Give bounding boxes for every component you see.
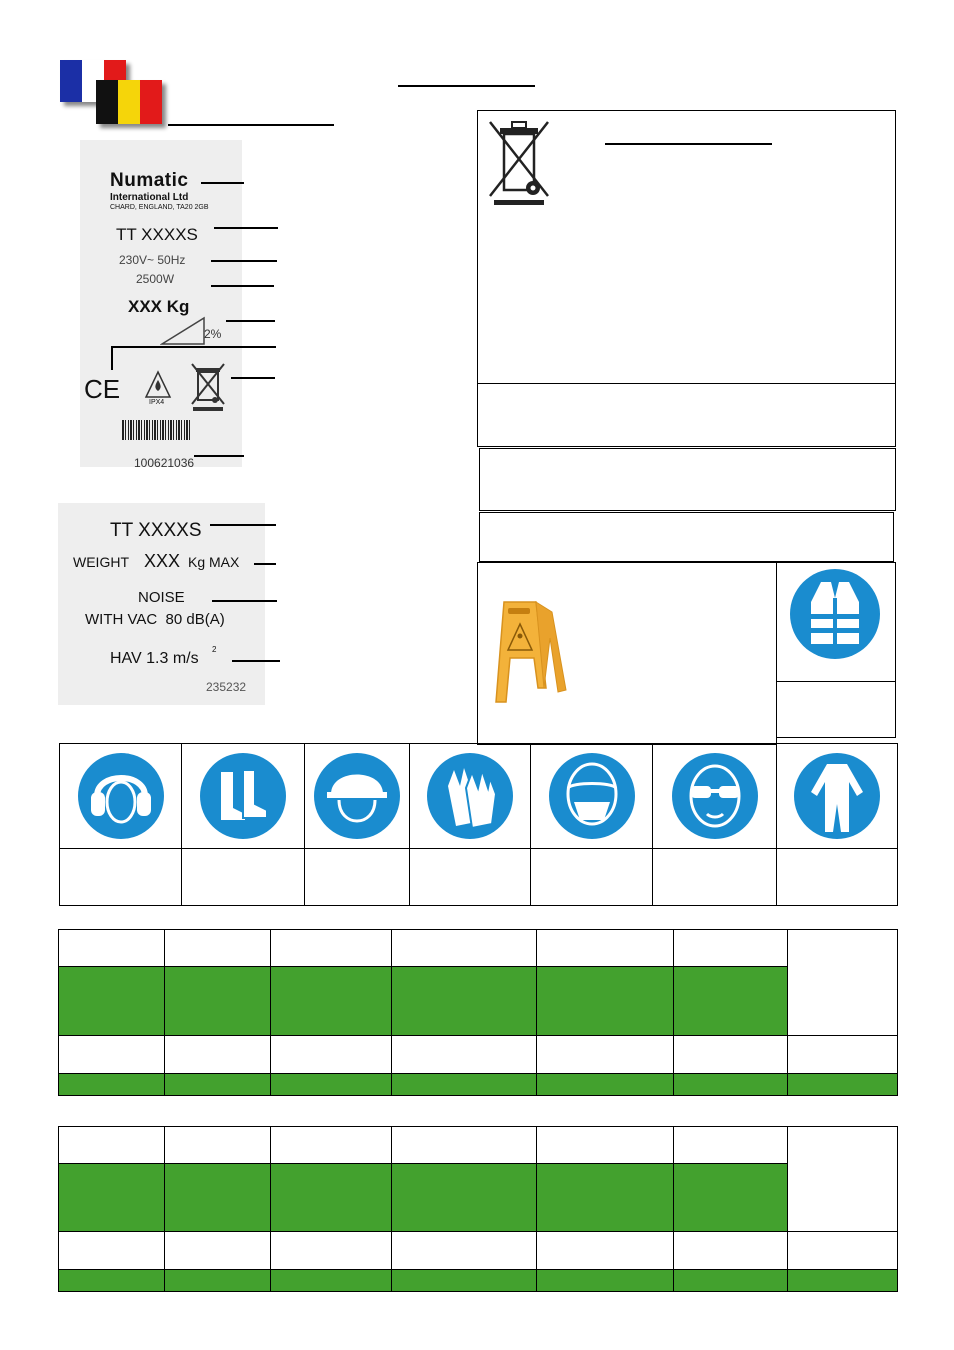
leader-line bbox=[210, 524, 276, 526]
table-cell bbox=[271, 930, 392, 967]
slope-icon bbox=[160, 316, 208, 346]
ppe-cell bbox=[410, 744, 531, 849]
table-cell-green bbox=[59, 1270, 165, 1292]
table-cell bbox=[59, 1035, 165, 1073]
table-cell bbox=[59, 1127, 165, 1164]
leader-line bbox=[201, 182, 244, 184]
table-cell bbox=[537, 1127, 674, 1164]
table-cell bbox=[271, 1232, 392, 1270]
safety-boots-icon bbox=[199, 752, 287, 840]
gloves-icon bbox=[426, 752, 514, 840]
table-cell-green bbox=[59, 1073, 165, 1095]
leader-line bbox=[111, 346, 113, 370]
spec-weight-value: XXX bbox=[144, 551, 181, 571]
table-cell bbox=[674, 930, 788, 967]
table-cell-green bbox=[674, 1073, 788, 1095]
table-cell-green bbox=[788, 1270, 898, 1292]
table-cell bbox=[165, 1232, 271, 1270]
spec-code: 235232 bbox=[206, 680, 247, 694]
info-box-2 bbox=[477, 383, 896, 447]
model-number: TT XXXXS bbox=[116, 225, 198, 244]
vest-text-box bbox=[776, 681, 896, 738]
table-cell-green bbox=[537, 1270, 674, 1292]
table-cell bbox=[788, 930, 898, 1036]
leader-line bbox=[211, 260, 277, 262]
table-cell bbox=[788, 1127, 898, 1232]
weee-crossed-bin-icon bbox=[486, 116, 552, 206]
info-box-4 bbox=[479, 512, 894, 562]
serial-number: 100621036 bbox=[134, 456, 195, 470]
company-name: International Ltd bbox=[110, 192, 189, 203]
table-cell-green bbox=[271, 1270, 392, 1292]
spec-weight-suffix: Kg MAX bbox=[188, 554, 240, 570]
ear-protection-icon bbox=[77, 752, 165, 840]
table-cell-green bbox=[788, 1073, 898, 1095]
ppe-text-cell bbox=[60, 849, 182, 906]
table-cell-green bbox=[537, 967, 674, 1035]
table-cell bbox=[674, 1127, 788, 1164]
table-cell-green bbox=[271, 1073, 392, 1095]
table-cell bbox=[165, 930, 271, 967]
info-box-3 bbox=[479, 448, 896, 511]
leader-line bbox=[211, 285, 274, 287]
table-cell bbox=[271, 1127, 392, 1164]
table-cell-green bbox=[392, 967, 537, 1035]
weee-title-underline bbox=[605, 143, 772, 145]
dust-mask-icon bbox=[548, 752, 636, 840]
ppe-text-cell bbox=[653, 849, 777, 906]
company-address: CHARD, ENGLAND, TA20 2GB bbox=[110, 204, 209, 211]
water-drop-triangle-icon bbox=[144, 370, 172, 400]
spec-table-1 bbox=[58, 929, 898, 1096]
ppe-text-cell bbox=[531, 849, 653, 906]
brand-name: Numatic bbox=[110, 170, 189, 191]
hav-exponent: 2 bbox=[212, 645, 217, 654]
leader-line bbox=[254, 563, 276, 565]
hard-hat-icon bbox=[313, 752, 401, 840]
power-rating: 2500W bbox=[136, 272, 175, 286]
subtitle-underline bbox=[168, 124, 334, 126]
noise-title: NOISE bbox=[138, 589, 185, 606]
table-cell-green bbox=[537, 1164, 674, 1232]
spec-model-number: TT XXXXS bbox=[110, 520, 202, 541]
table-cell bbox=[165, 1127, 271, 1164]
belgium-flag bbox=[96, 80, 162, 124]
slope-value: 2% bbox=[204, 327, 222, 341]
table-cell bbox=[165, 1035, 271, 1073]
ppe-text-cell bbox=[777, 849, 898, 906]
table-cell bbox=[392, 1035, 537, 1073]
table-cell bbox=[537, 1035, 674, 1073]
hav-value: HAV 1.3 m/s bbox=[110, 650, 199, 667]
spec-table-2 bbox=[58, 1126, 898, 1292]
table-cell-green bbox=[674, 1270, 788, 1292]
table-cell bbox=[271, 1035, 392, 1073]
safety-glasses-icon bbox=[671, 752, 759, 840]
spec-weight-prefix: WEIGHT bbox=[73, 554, 129, 570]
leader-line bbox=[212, 600, 277, 602]
table-cell-green bbox=[165, 1164, 271, 1232]
table-cell bbox=[674, 1232, 788, 1270]
table-cell-green bbox=[392, 1164, 537, 1232]
table-cell-green bbox=[59, 967, 165, 1035]
ipx-rating: IPX4 bbox=[149, 399, 165, 406]
ppe-cell bbox=[777, 744, 898, 849]
table-cell bbox=[788, 1232, 898, 1270]
ppe-cell bbox=[531, 744, 653, 849]
table-cell-green bbox=[392, 1270, 537, 1292]
table-cell bbox=[59, 930, 165, 967]
ppe-text-cell bbox=[182, 849, 305, 906]
table-cell-green bbox=[165, 1073, 271, 1095]
table-cell bbox=[537, 1232, 674, 1270]
table-cell-green bbox=[271, 1164, 392, 1232]
table-cell-green bbox=[165, 1270, 271, 1292]
table-cell bbox=[392, 930, 537, 967]
table-cell-green bbox=[537, 1073, 674, 1095]
table-cell-green bbox=[59, 1164, 165, 1232]
table-cell-green bbox=[165, 967, 271, 1035]
title-underline bbox=[398, 85, 535, 87]
table-cell bbox=[392, 1232, 537, 1270]
table-cell-green bbox=[674, 967, 788, 1035]
table-cell bbox=[392, 1127, 537, 1164]
max-weight: XXX Kg bbox=[128, 297, 190, 316]
table-cell-green bbox=[674, 1164, 788, 1232]
ppe-table bbox=[59, 743, 898, 906]
ppe-text-cell bbox=[305, 849, 410, 906]
ppe-text-cell bbox=[410, 849, 531, 906]
ppe-cell bbox=[653, 744, 777, 849]
ppe-cell bbox=[305, 744, 410, 849]
leader-line bbox=[194, 455, 244, 457]
wet-floor-sign-icon bbox=[486, 598, 568, 708]
leader-line bbox=[111, 346, 276, 348]
table-cell-green bbox=[392, 1073, 537, 1095]
leader-line bbox=[232, 660, 280, 662]
voltage-rating: 230V~ 50Hz bbox=[119, 253, 186, 267]
table-cell bbox=[59, 1232, 165, 1270]
leader-line bbox=[226, 320, 275, 322]
table-cell-green bbox=[271, 967, 392, 1035]
ppe-cell bbox=[182, 744, 305, 849]
hi-vis-vest-icon bbox=[789, 568, 883, 660]
table-cell bbox=[788, 1035, 898, 1073]
table-cell bbox=[674, 1035, 788, 1073]
leader-line bbox=[231, 377, 275, 379]
ppe-cell bbox=[60, 744, 182, 849]
leader-line bbox=[214, 227, 278, 229]
weee-bin-small-icon bbox=[189, 362, 227, 412]
noise-value: WITH VAC 80 dB(A) bbox=[85, 611, 225, 628]
overalls-icon bbox=[793, 752, 881, 840]
ce-mark: CE bbox=[84, 374, 121, 404]
table-cell bbox=[537, 930, 674, 967]
barcode bbox=[122, 420, 192, 440]
